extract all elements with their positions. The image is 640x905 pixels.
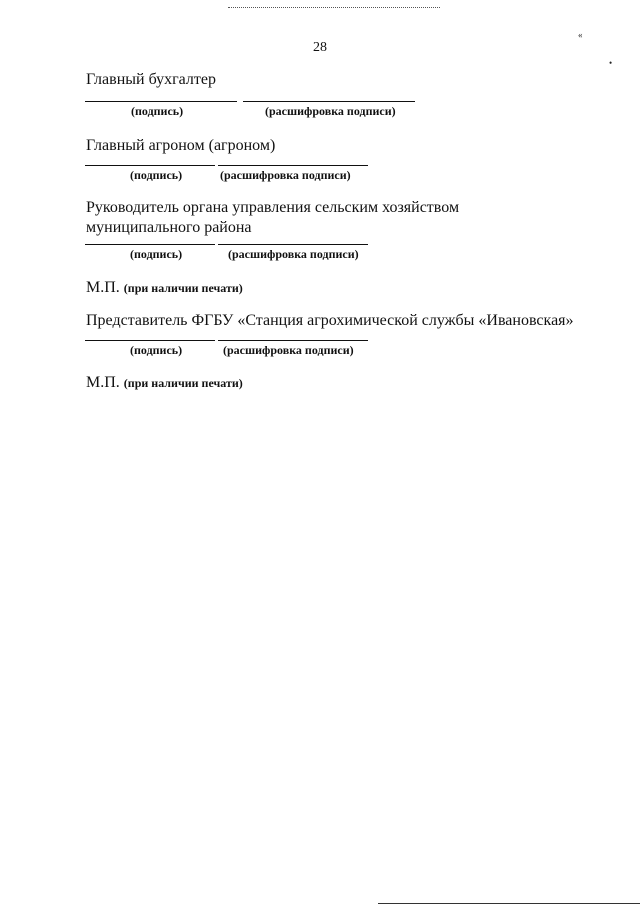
district-head-title-line1: Руководитель органа управления сельским хозяйством [86,199,460,216]
seal-note-1-text: (при наличии печати) [123,281,243,295]
chief-accountant-signature-line [85,101,237,102]
seal-note-2-text: (при наличии печати) [123,376,243,390]
chief-agronomist-decoding-line [218,165,368,166]
chief-agronomist-decoding-caption: (расшифровка подписи) [220,168,351,182]
chief-agronomist-title: Главный агроном (агроном) [86,137,276,154]
fgbu-representative-signature-caption: (подпись) [130,343,183,357]
chief-accountant-signature-caption: (подпись) [131,104,184,118]
fgbu-representative-title: Представитель ФГБУ «Станция агрохимической службы «Ивановская» [86,312,574,329]
district-head-title [86,198,506,238]
seal-note-2 [86,374,243,392]
scan-artifact-top [228,7,440,8]
chief-agronomist-signature-line [85,165,215,166]
fgbu-representative-decoding-caption: (расшифровка подписи) [223,343,354,357]
chief-accountant-title: Главный бухгалтер [86,71,216,88]
scan-artifact-bottom [378,903,640,904]
scan-speck-dot: • [609,58,613,68]
district-head-title-line2: муниципального района [86,219,252,236]
chief-accountant-decoding-caption: (расшифровка подписи) [265,104,396,118]
district-head-decoding-caption: (расшифровка подписи) [228,247,359,261]
seal-note-2-abbr: М.П. [86,374,120,391]
chief-accountant-decoding-line [243,101,415,102]
seal-note-1 [86,279,243,297]
district-head-signature-caption: (подпись) [130,247,183,261]
chief-agronomist-signature-caption: (подпись) [130,168,183,182]
seal-note-1-abbr: М.П. [86,279,120,296]
scan-speck-mark: « [578,30,583,40]
page-number: 28 [313,40,327,55]
district-head-decoding-line [218,244,368,245]
fgbu-representative-decoding-line [218,340,368,341]
fgbu-representative-signature-line [85,340,215,341]
district-head-signature-line [85,244,215,245]
